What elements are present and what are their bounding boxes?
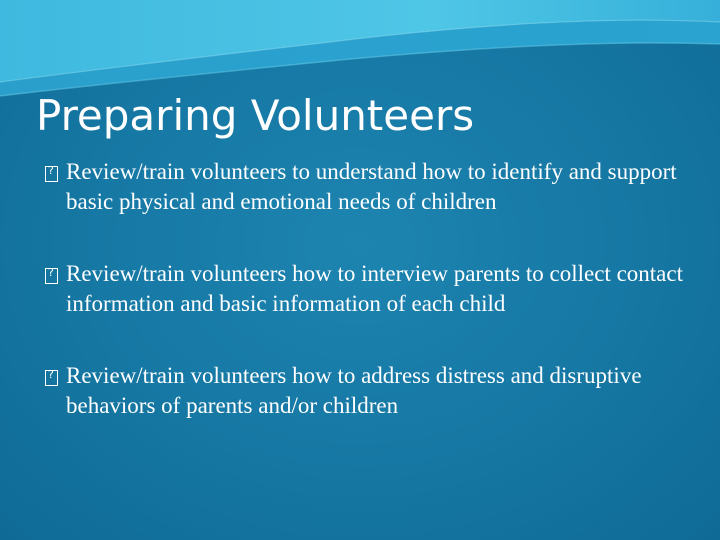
bullet-item — [45, 361, 685, 421]
bullet-text: Review/train volunteers how to address distress and disruptive behaviors of parents and/or children — [66, 363, 642, 418]
bullet-list — [45, 157, 685, 463]
bullet-item — [45, 157, 685, 217]
bullet-item — [45, 259, 685, 319]
missing-glyph-bullet-icon — [45, 166, 58, 182]
slide-title: Preparing Volunteers — [36, 91, 475, 140]
bullet-text: Review/train volunteers to understand how to identify and support basic physical and emotional needs of children — [66, 159, 677, 214]
missing-glyph-bullet-icon — [45, 268, 58, 284]
missing-glyph-bullet-icon — [45, 370, 58, 386]
bullet-text: Review/train volunteers how to interview parents to collect contact information and basic information of each child — [66, 261, 683, 316]
